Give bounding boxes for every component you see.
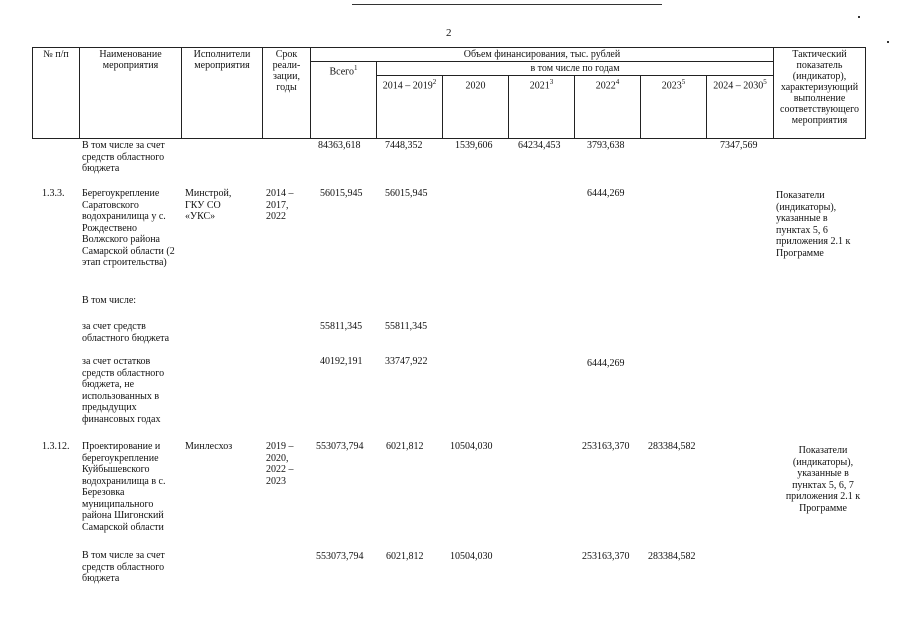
header-year: 2022$^4$: [575, 76, 641, 139]
header-col-number: № п/п: [33, 48, 80, 139]
row-name: Берегоукрепление Саратовского водохранилища у с. Рождествено Волжского района Самарской области (2 этап строительства): [82, 188, 175, 268]
row-value: 10504,030: [450, 441, 493, 452]
row-total: 84363,618: [318, 140, 361, 151]
row-total: 56015,945: [320, 188, 363, 199]
row-value: 253163,370: [582, 441, 630, 452]
scan-mark-dot: [858, 16, 860, 18]
row-name: Проектирование и берегоукрепление Куйбышевского водохранилища в с. Березовка муниципального района Шигонский Самарской области: [82, 441, 166, 533]
row-number: 1.3.3.: [42, 188, 65, 199]
page-number: 2: [446, 27, 452, 39]
header-col-total: Всего$^1$: [311, 62, 377, 139]
row-value: 33747,922: [385, 356, 428, 367]
header-year: 2024 – 2030$^5$: [707, 76, 774, 139]
row-total: 40192,191: [320, 356, 363, 367]
header-col-term: Срок реали-зации, годы: [263, 48, 311, 139]
row-term: 2014 – 2017, 2022: [266, 188, 294, 222]
row-number: 1.3.12.: [42, 441, 70, 452]
row-name: В том числе за счет средств областного бюджета: [82, 550, 165, 584]
row-value: 1539,606: [455, 140, 493, 151]
row-value: 56015,945: [385, 188, 428, 199]
row-value: 283384,582: [648, 551, 696, 562]
header-col-funding: Объем финансирования, тыс. рублей: [311, 48, 774, 62]
table-header: [32, 47, 866, 139]
row-value: 55811,345: [385, 321, 428, 332]
header-year: 2023$^5$: [641, 76, 707, 139]
row-term: 2019 – 2020, 2022 – 2023: [266, 441, 294, 487]
header-col-by-years: в том числе по годам: [377, 62, 774, 76]
row-value: 253163,370: [582, 551, 630, 562]
row-name: за счет остатков средств областного бюджета, не использованных в предыдущих финансовых годах: [82, 356, 165, 425]
row-value: 7347,569: [720, 140, 758, 151]
header-col-name: Наименование мероприятия: [80, 48, 182, 139]
row-total: 55811,345: [320, 321, 363, 332]
row-executors: Минлесхоз: [185, 441, 233, 452]
header-col-indicator: Тактический показатель (индикатор), характеризующий выполнение соответствующего мероприятия: [774, 48, 866, 139]
row-value: 64234,453: [518, 140, 561, 151]
row-executors: Минстрой, ГКУ СО «УКС»: [185, 188, 232, 222]
header-year: 2020: [443, 76, 509, 139]
row-indicator: Показатели (индикаторы), указанные в пунктах 5, 6 приложения 2.1 к Программе: [776, 190, 851, 259]
row-value: 3793,638: [587, 140, 625, 151]
row-name: В том числе:: [82, 295, 137, 306]
header-col-executors: Исполнители мероприятия: [182, 48, 263, 139]
scan-mark-dot: [887, 41, 889, 43]
row-value: 10504,030: [450, 551, 493, 562]
row-value: 7448,352: [385, 140, 423, 151]
row-value: 6444,269: [587, 188, 625, 199]
row-value: 283384,582: [648, 441, 696, 452]
row-indicator: Показатели (индикаторы), указанные в пунктах 5, 6, 7 приложения 2.1 к Программе: [785, 445, 861, 514]
header-year: 2014 – 2019$^2$: [377, 76, 443, 139]
row-name: В том числе за счет средств областного бюджета: [82, 140, 165, 174]
row-name: за счет средств областного бюджета: [82, 321, 170, 344]
row-total: 553073,794: [316, 441, 364, 452]
row-total: 553073,794: [316, 551, 364, 562]
header-year: 2021$^3$: [509, 76, 575, 139]
row-value: 6444,269: [587, 358, 625, 369]
row-value: 6021,812: [386, 551, 424, 562]
row-value: 6021,812: [386, 441, 424, 452]
scan-mark-top-line: [352, 4, 662, 5]
